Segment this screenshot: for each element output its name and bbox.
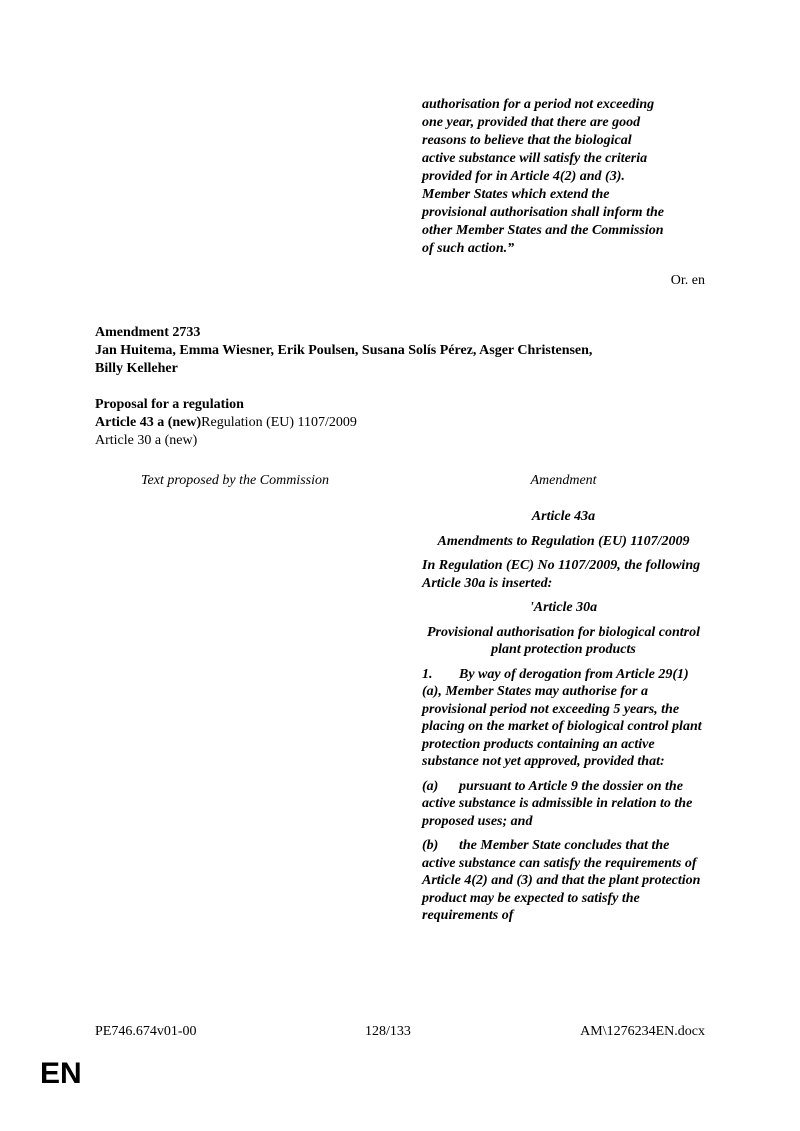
item-b — [422, 837, 705, 925]
text-line: provisional authorisation shall inform the — [422, 205, 664, 220]
language-marker: EN — [40, 1057, 82, 1090]
item-text: the Member State concludes that the active substance can satisfy the requirements of Article 4(2) and (3) and that the plant protection product may be expected to satisfy the requirements of — [422, 838, 701, 923]
proposal-type: Proposal for a regulation — [95, 397, 244, 412]
page-footer — [95, 1023, 707, 1041]
article-30a-ref: Article 30 a (new) — [95, 433, 198, 448]
file-reference: AM\1276234EN.docx — [580, 1024, 705, 1039]
text-line: active substance will satisfy the criteria — [422, 151, 648, 166]
regulation-ref: Regulation (EU) 1107/2009 — [201, 415, 357, 430]
text-line: reasons to believe that the biological — [422, 133, 632, 148]
column-header-commission: Text proposed by the Commission — [141, 473, 329, 488]
paragraph-number: 1. — [422, 666, 433, 682]
item-text: pursuant to Article 9 the dossier on the active substance is admissible in relation to the proposed uses; and — [422, 778, 693, 829]
original-language: Or. en — [670, 273, 705, 288]
page-number: 128/133 — [365, 1024, 411, 1039]
amendment-header — [95, 324, 715, 450]
article-subtitle: Amendments to Regulation (EU) 1107/2009 — [437, 533, 690, 549]
text-line: other Member States and the Commission — [422, 223, 664, 238]
continued-amendment-text — [422, 96, 708, 258]
inserted-article: 'Article 30a — [529, 600, 598, 615]
article-reference — [95, 414, 715, 432]
paragraph-text: By way of derogation from Article 29(1)(a), Member States may authorise for a provisional period not exceeding 5 years, the placing on the market of biological control plant protection products containing an active substance not yet approved, provided that: — [422, 666, 702, 769]
item-a — [422, 778, 705, 831]
authors-line: Jan Huitema, Emma Wiesner, Erik Poulsen, Susana Solís Pérez, Asger Christensen, — [95, 343, 593, 358]
article-title: Article 43a — [531, 509, 596, 524]
text-line: one year, provided that there are good — [422, 115, 641, 130]
text-line: provided for in Article 4(2) and (3). — [422, 169, 625, 184]
text-line: of such action.” — [422, 241, 515, 256]
article-ref: Article 43 a (new) — [95, 415, 202, 430]
amendment-number: Amendment 2733 — [95, 325, 201, 340]
item-number: (b) — [422, 838, 439, 853]
paragraph-1 — [422, 666, 705, 771]
authors-line: Billy Kelleher — [95, 361, 178, 376]
text-line: Member States which extend the — [422, 187, 610, 202]
amendment-column — [422, 508, 705, 932]
column-header-amendment: Amendment — [530, 473, 597, 488]
text-line: authorisation for a period not exceeding — [422, 97, 655, 112]
intro-paragraph: In Regulation (EC) No 1107/2009, the following Article 30a is inserted: — [422, 558, 701, 591]
inserted-title: Provisional authorisation for biological control plant protection products — [426, 624, 701, 657]
document-reference: PE746.674v01-00 — [95, 1024, 197, 1039]
item-number: (a) — [422, 778, 439, 794]
